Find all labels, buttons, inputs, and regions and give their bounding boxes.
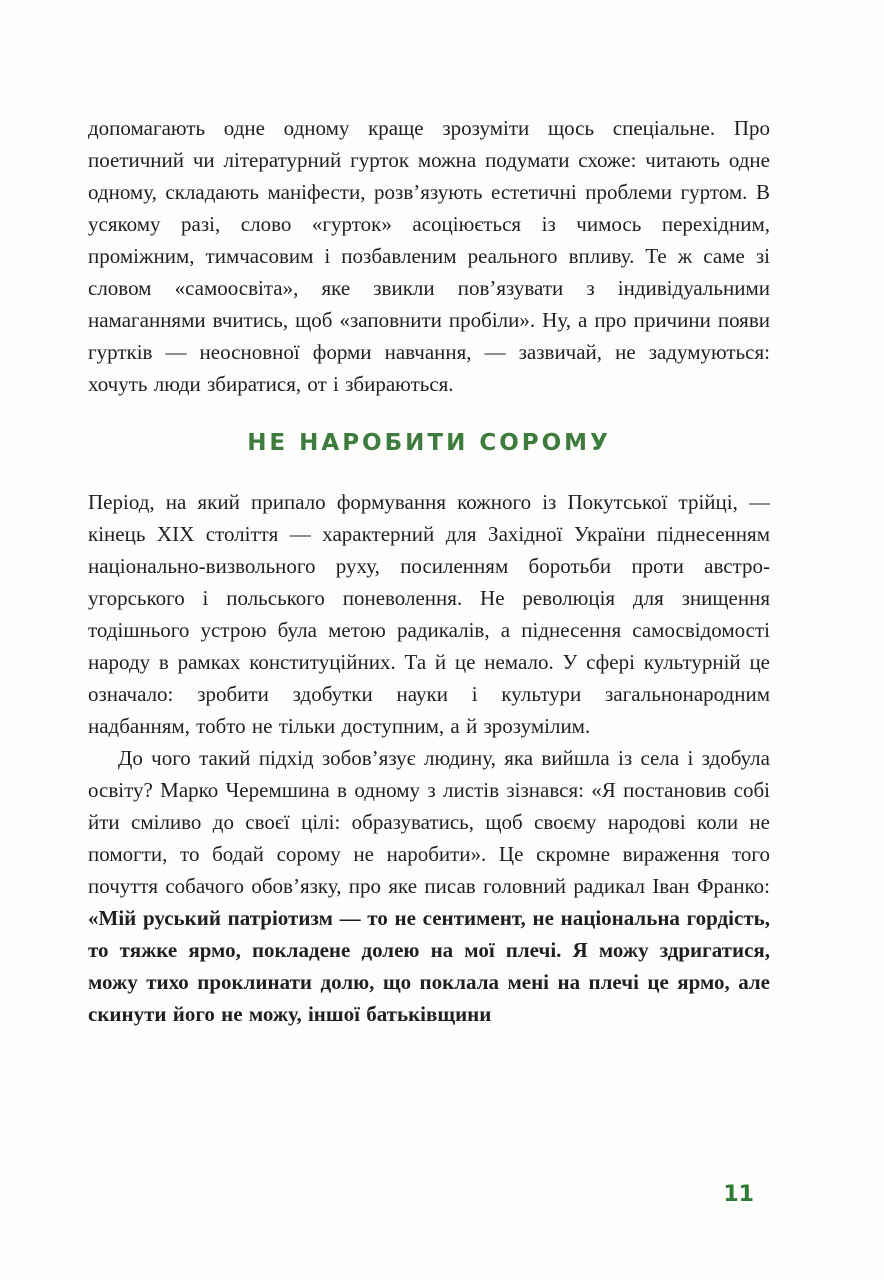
page-number: 11 (723, 1182, 754, 1207)
paragraph-cheremshyna-franko (88, 742, 770, 1030)
section-heading: НЕ НАРОБИТИ СОРОМУ (247, 430, 611, 456)
paragraph-circles-continuation: допомагають одне одному краще зрозуміти щось спеціальне. Про поетичний чи літературний гурток можна подумати схоже: читають одне одному, складають маніфести, розв’язують естетичні проблеми гуртом. В усякому разі, слово «гурток» асоціюється із чимось перехідним, проміжним, тимчасовим і позбавленим реального впливу. Те ж саме зі словом «самоосвіта», яке звикли пов’язувати з індивідуальними намаганнями вчитись, щоб «заповнити пробіли». Ну, а про причини появи гуртків — неосновної форми навчання, — зазвичай, не задумуються: хочуть люди збиратися, от і збираються. (88, 116, 770, 396)
paragraph-period-formation: Період, на який припало формування кожного із Покутської трійці, — кінець XIX століття — характерний для Західної України піднесенням національно-визвольного руху, посиленням боротьби проти австро-угорського і польського поневолення. Не революція для знищення тодішнього устрою була метою радикалів, а піднесення самосвідомості народу в рамках конституційних. Та й це немало. У сфері культурній це означало: зробити здобутки науки і культури загальнонародним надбанням, тобто не тільки доступним, а й зрозумілим. (88, 490, 770, 738)
page-content (88, 112, 770, 1030)
paragraph-lead-text: До чого такий підхід зобов’язує людину, яка вийшла із села і здобула освіту? Марко Черемшина в одному з листів зізнався: «Я постановив собі йти сміливо до своєї цілі: образуватись, щоб своєму народові коли не помогти, то бодай сорому не наробити». Це скромне вираження того почуття собачого обов’язку, про яке писав головний радикал Іван Франко: (88, 746, 770, 898)
franko-quote-bold: «Мій руський патріотизм — то не сентимент, не національна гордість, то тяжке ярмо, покладене долею на мої плечі. Я можу здригатися, можу тихо проклинати долю, що поклала мені на плечі це ярмо, але скинути його не можу, іншої батьківщини (88, 906, 770, 1026)
